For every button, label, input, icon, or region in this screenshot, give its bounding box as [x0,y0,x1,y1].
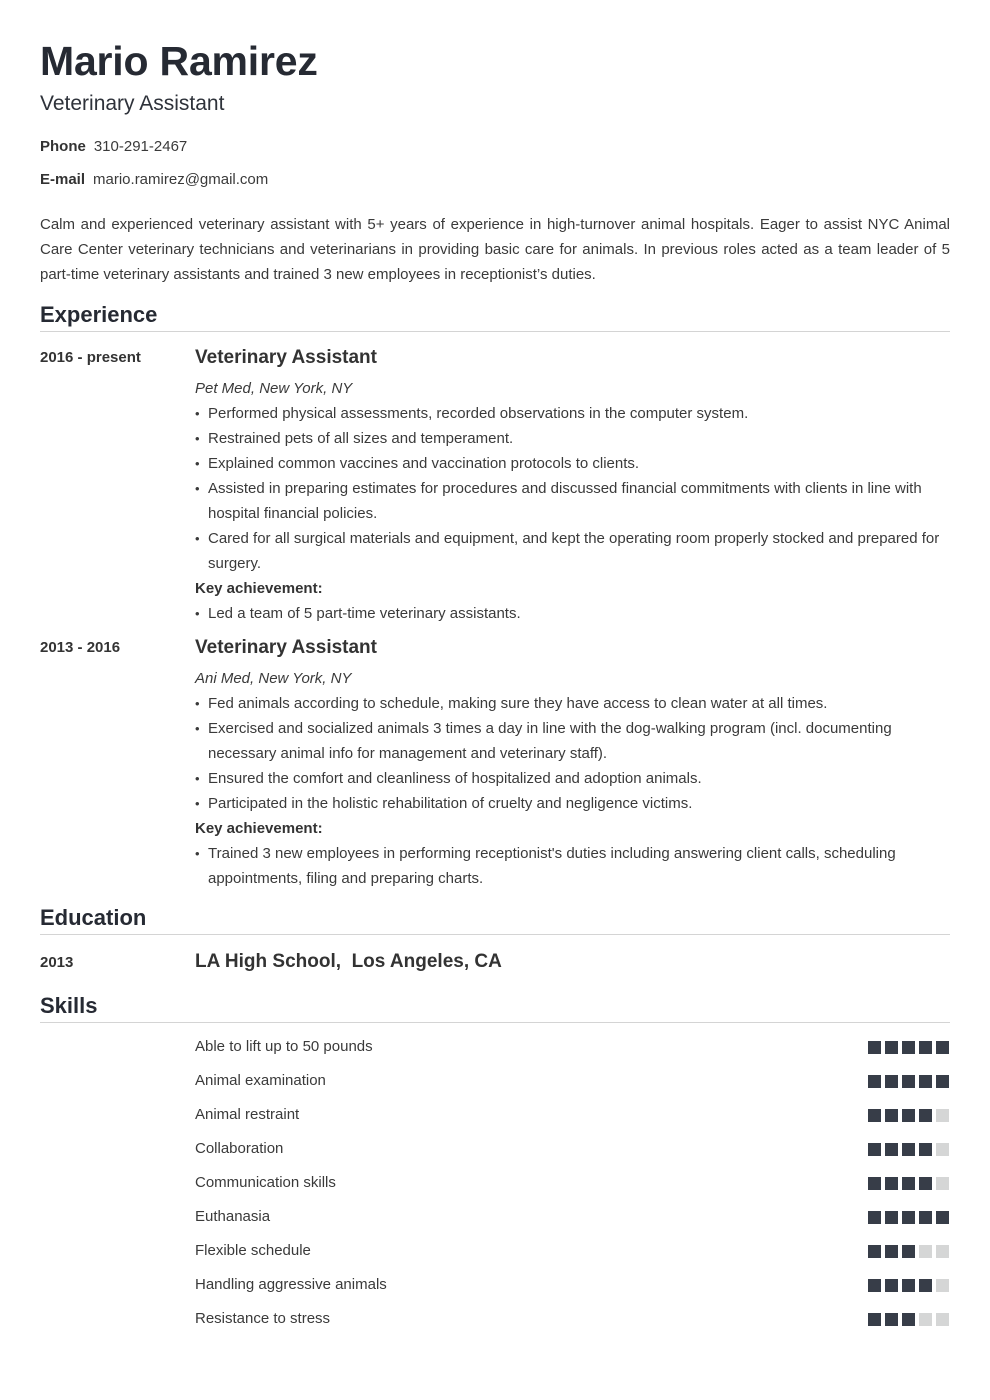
skill-level-empty-icon [936,1279,949,1292]
skill-level-empty-icon [936,1109,949,1122]
list-item-text: Explained common vaccines and vaccination protocols to clients. [208,455,640,472]
skill-level-filled-icon [936,1075,949,1088]
skill-level-empty-icon [936,1177,949,1190]
job-body [195,637,950,891]
skill-name: Flexible schedule [195,1242,311,1259]
phone-value: 310-291-2467 [93,138,188,155]
list-item [195,691,950,716]
skill-level-filled-icon [885,1279,898,1292]
skill-level-filled-icon [902,1313,915,1326]
email-value: mario.ramirez@gmail.com [93,171,269,188]
skill-level-filled-icon [902,1245,915,1258]
skill-level-filled-icon [885,1041,898,1054]
skill-level-meter [868,1177,949,1190]
skill-level-filled-icon [885,1109,898,1122]
skill-level-filled-icon [919,1109,932,1122]
skill-level-filled-icon [885,1245,898,1258]
job-duties-list [195,691,950,816]
bullet-icon: • [195,406,200,421]
skill-level-filled-icon [919,1143,932,1156]
skill-name: Animal restraint [195,1106,300,1123]
skill-level-empty-icon [936,1143,949,1156]
skill-level-filled-icon [902,1279,915,1292]
skill-name: Animal examination [195,1072,326,1089]
bullet-icon: • [195,431,200,446]
skill-level-filled-icon [885,1313,898,1326]
job-duties-list [195,401,950,576]
job-role: Veterinary Assistant [195,637,377,658]
list-item [195,716,950,766]
list-item [195,841,950,891]
list-item [195,791,950,816]
skill-level-filled-icon [919,1177,932,1190]
section-heading-experience: Experience [40,301,950,332]
skill-level-filled-icon [902,1177,915,1190]
job-body [195,347,950,626]
list-item-text: Exercised and socialized animals 3 times a day in line with the dog-walking program (incl. documenting necessary animal info for management and veterinary staff). [208,720,892,762]
list-item [195,476,950,526]
contact-email [40,170,268,190]
skill-level-filled-icon [868,1041,881,1054]
candidate-name: Mario Ramirez [40,38,318,84]
skill-level-meter [868,1211,949,1224]
list-item-text: Restrained pets of all sizes and temperament. [208,430,514,447]
skill-level-filled-icon [868,1075,881,1088]
skill-name: Collaboration [195,1140,284,1157]
skill-level-filled-icon [936,1041,949,1054]
skill-level-filled-icon [868,1177,881,1190]
skill-row [195,1138,950,1172]
skill-level-filled-icon [868,1143,881,1156]
skill-row [195,1240,950,1274]
skill-name: Able to lift up to 50 pounds [195,1038,373,1055]
list-item [195,426,950,451]
section-heading-education: Education [40,904,950,935]
job-role: Veterinary Assistant [195,347,377,368]
skill-level-filled-icon [868,1109,881,1122]
skill-level-meter [868,1041,949,1054]
contact-phone [40,137,187,157]
skill-level-filled-icon [902,1075,915,1088]
bullet-icon: • [195,696,200,711]
email-label: E-mail [40,171,86,188]
job-dates: 2013 - 2016 [40,639,121,656]
skill-row [195,1036,950,1070]
skill-level-filled-icon [902,1109,915,1122]
skill-level-filled-icon [868,1279,881,1292]
skill-level-filled-icon [868,1313,881,1326]
skill-level-filled-icon [868,1211,881,1224]
skill-level-filled-icon [885,1177,898,1190]
list-item-text: Led a team of 5 part-time veterinary assistants. [208,605,521,622]
skill-level-meter [868,1143,949,1156]
bullet-icon: • [195,606,200,621]
skill-level-meter [868,1245,949,1258]
key-achievement-label: Key achievement: [195,580,323,597]
bullet-icon: • [195,846,200,861]
list-item [195,601,950,626]
list-item [195,451,950,476]
skill-level-meter [868,1075,949,1088]
list-item-text: Fed animals according to schedule, making sure they have access to clean water at all times. [208,695,828,712]
bullet-icon: • [195,456,200,471]
skill-row [195,1274,950,1308]
skill-row [195,1308,950,1342]
list-item [195,401,950,426]
skill-level-filled-icon [902,1041,915,1054]
bullet-icon: • [195,481,200,496]
achievements-list [195,601,950,626]
skill-name: Euthanasia [195,1208,271,1225]
list-item [195,526,950,576]
bullet-icon: • [195,531,200,546]
profile-summary: Calm and experienced veterinary assistant with 5+ years of experience in high-turnover animal hospitals. Eager to assist NYC Animal Care Center veterinary technicians and veterinarians in providing basic care for animals. In previous roles acted as a team leader of 5 part-time veterinary assistants and trained 3 new employees in receptionist’s duties. [40,216,950,283]
list-item-text: Participated in the holistic rehabilitation of cruelty and negligence victims. [208,795,693,812]
skill-level-filled-icon [902,1143,915,1156]
skill-row [195,1206,950,1240]
skill-level-empty-icon [936,1313,949,1326]
skill-level-filled-icon [902,1211,915,1224]
skill-level-filled-icon [936,1211,949,1224]
list-item-text: Ensured the comfort and cleanliness of hospitalized and adoption animals. [208,770,702,787]
list-item-text: Cared for all surgical materials and equipment, and kept the operating room properly stocked and prepared for surgery. [208,530,940,572]
achievements-list [195,841,950,891]
skills-list [195,1036,950,1342]
key-achievement-label: Key achievement: [195,820,323,837]
skill-name: Handling aggressive animals [195,1276,387,1293]
skill-level-filled-icon [919,1075,932,1088]
job-dates: 2016 - present [40,349,141,366]
bullet-icon: • [195,771,200,786]
skill-level-filled-icon [919,1041,932,1054]
skill-level-filled-icon [885,1075,898,1088]
skill-row [195,1104,950,1138]
skill-level-filled-icon [919,1211,932,1224]
education-school: LA High School, Los Angeles, CA [195,951,502,972]
job-company: Pet Med, New York, NY [195,380,353,397]
skill-name: Communication skills [195,1174,336,1191]
list-item-text: Performed physical assessments, recorded observations in the computer system. [208,405,749,422]
skill-row [195,1172,950,1206]
candidate-title: Veterinary Assistant [40,92,225,115]
skill-name: Resistance to stress [195,1310,331,1327]
skill-level-filled-icon [919,1279,932,1292]
skill-level-filled-icon [885,1143,898,1156]
list-item [195,766,950,791]
skill-level-meter [868,1109,949,1122]
education-year: 2013 [40,954,74,971]
skill-level-empty-icon [919,1313,932,1326]
skill-level-filled-icon [885,1211,898,1224]
skill-level-meter [868,1279,949,1292]
list-item-text: Trained 3 new employees in performing receptionist's duties including answering client calls, scheduling appointments, filing and preparing charts. [208,845,896,887]
skill-level-empty-icon [936,1245,949,1258]
skill-level-filled-icon [868,1245,881,1258]
skill-row [195,1070,950,1104]
skill-level-meter [868,1313,949,1326]
bullet-icon: • [195,721,200,736]
job-company: Ani Med, New York, NY [195,670,352,687]
skill-level-empty-icon [919,1245,932,1258]
phone-label: Phone [40,138,86,155]
list-item-text: Assisted in preparing estimates for procedures and discussed financial commitments with clients in line with hospital financial policies. [208,480,922,522]
bullet-icon: • [195,796,200,811]
section-heading-skills: Skills [40,992,950,1023]
